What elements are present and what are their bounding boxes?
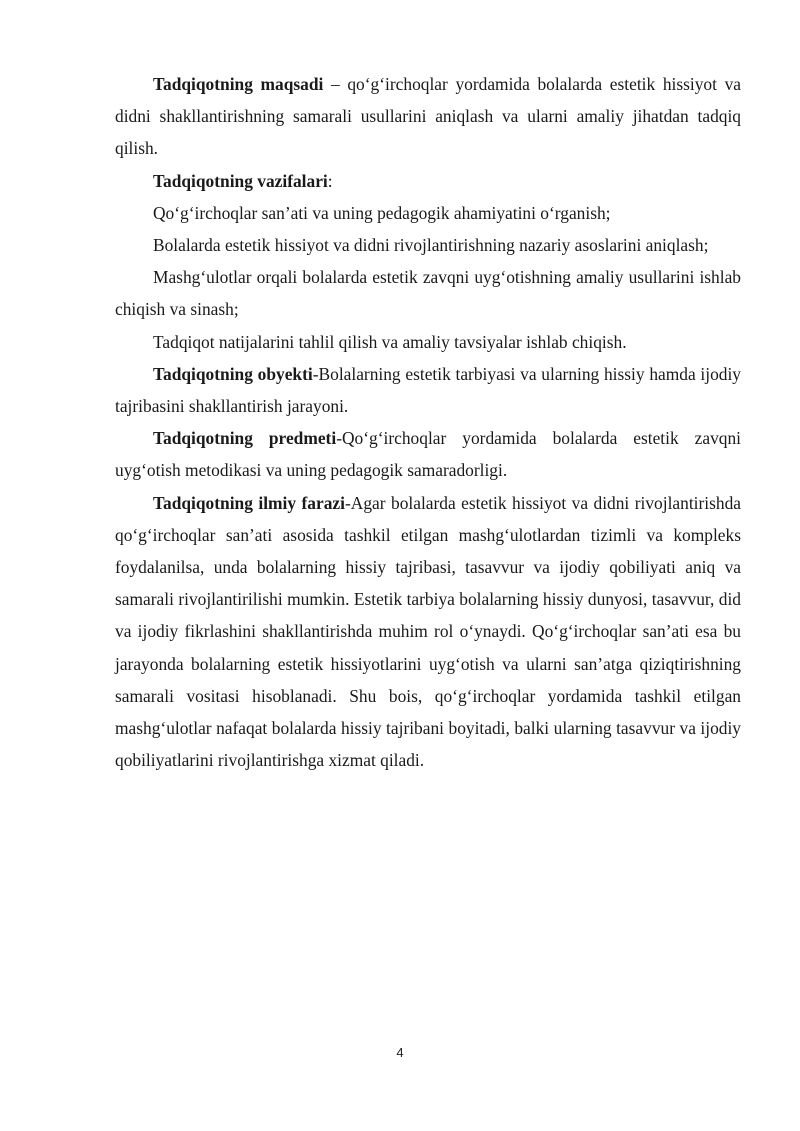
object-text: -Bolalarning estetik tarbiyasi va ularning hissiy hamda ijodiy tajribasini shakllantirish jarayoni. <box>115 363 741 417</box>
subject-text: -Qo‘g‘irchoqlar yordamida bolalarda estetik zavqni uyg‘otish metodikasi va uning pedagogik samaradorligi. <box>115 428 741 481</box>
hypothesis-paragraph <box>115 487 741 777</box>
tasks-heading <box>115 165 741 197</box>
tasks-label: Tadqiqotning vazifalari <box>153 170 328 191</box>
task-item: Qo‘g‘irchoqlar san’ati va uning pedagogik ahamiyatini o‘rganish; <box>153 202 611 223</box>
page-number: 4 <box>396 1045 404 1060</box>
purpose-text: qo‘g‘irchoqlar yordamida bolalarda estetik hissiyot va didni shakllantirishning samarali usullarini aniqlash va ularni amaliy jihatdan tadqiq qilish. <box>115 74 742 159</box>
tasks-suffix: : <box>327 170 333 191</box>
purpose-paragraph <box>115 68 741 165</box>
object-label: Tadqiqotning obyekti <box>153 363 313 384</box>
task-item: Mashg‘ulotlar orqali bolalarda estetik zavqni uyg‘otishning amaliy usullarini ishlab chiqish va sinash; <box>115 267 741 320</box>
hypothesis-text: -Agar bolalarda estetik hissiyot va didni rivojlantirishda qo‘g‘irchoqlar san’ati asosida tashkil etilgan mashg‘ulotlardan tizimli va kompleks foydalanilsa, unda bolalarning hissiy tajribasi, tasavvur va ijodiy qobiliyati aniq va samarali rivojlantirilishi mumkin. Estetik tarbiya bolalarning hissiy dunyosi, tasavvur, did va ijodiy fikrlashini shakllantirishda muhim rol o‘ynaydi. Qo‘g‘irchoqlar san’ati esa bu jarayonda bolalarning estetik hissiyotlarini uyg‘otish va ularni san’atga qiziqtirishning samarali vositasi hisoblanadi. Shu bois, qo‘g‘irchoqlar yordamida tashkil etilgan mashg‘ulotlar nafaqat bolalarda hissiy tajribani boyitadi, balki ularning tasavvur va ijodiy qobiliyatlarini rivojlantirishga xizmat qiladi. <box>115 492 741 771</box>
purpose-separator: – <box>323 74 348 94</box>
subject-label: Tadqiqotning predmeti <box>153 428 337 449</box>
task-item: Tadqiqot natijalarini tahlil qilish va amaliy tavsiyalar ishlab chiqish. <box>153 331 627 352</box>
task-item: Bolalarda estetik hissiyot va didni rivojlantirishning nazariy asoslarini aniqlash; <box>153 235 709 256</box>
object-paragraph <box>115 358 741 422</box>
subject-paragraph <box>115 422 741 486</box>
hypothesis-label: Tadqiqotning ilmiy farazi <box>153 492 345 513</box>
document-page <box>115 68 741 776</box>
purpose-label: Tadqiqotning maqsadi <box>153 74 324 94</box>
